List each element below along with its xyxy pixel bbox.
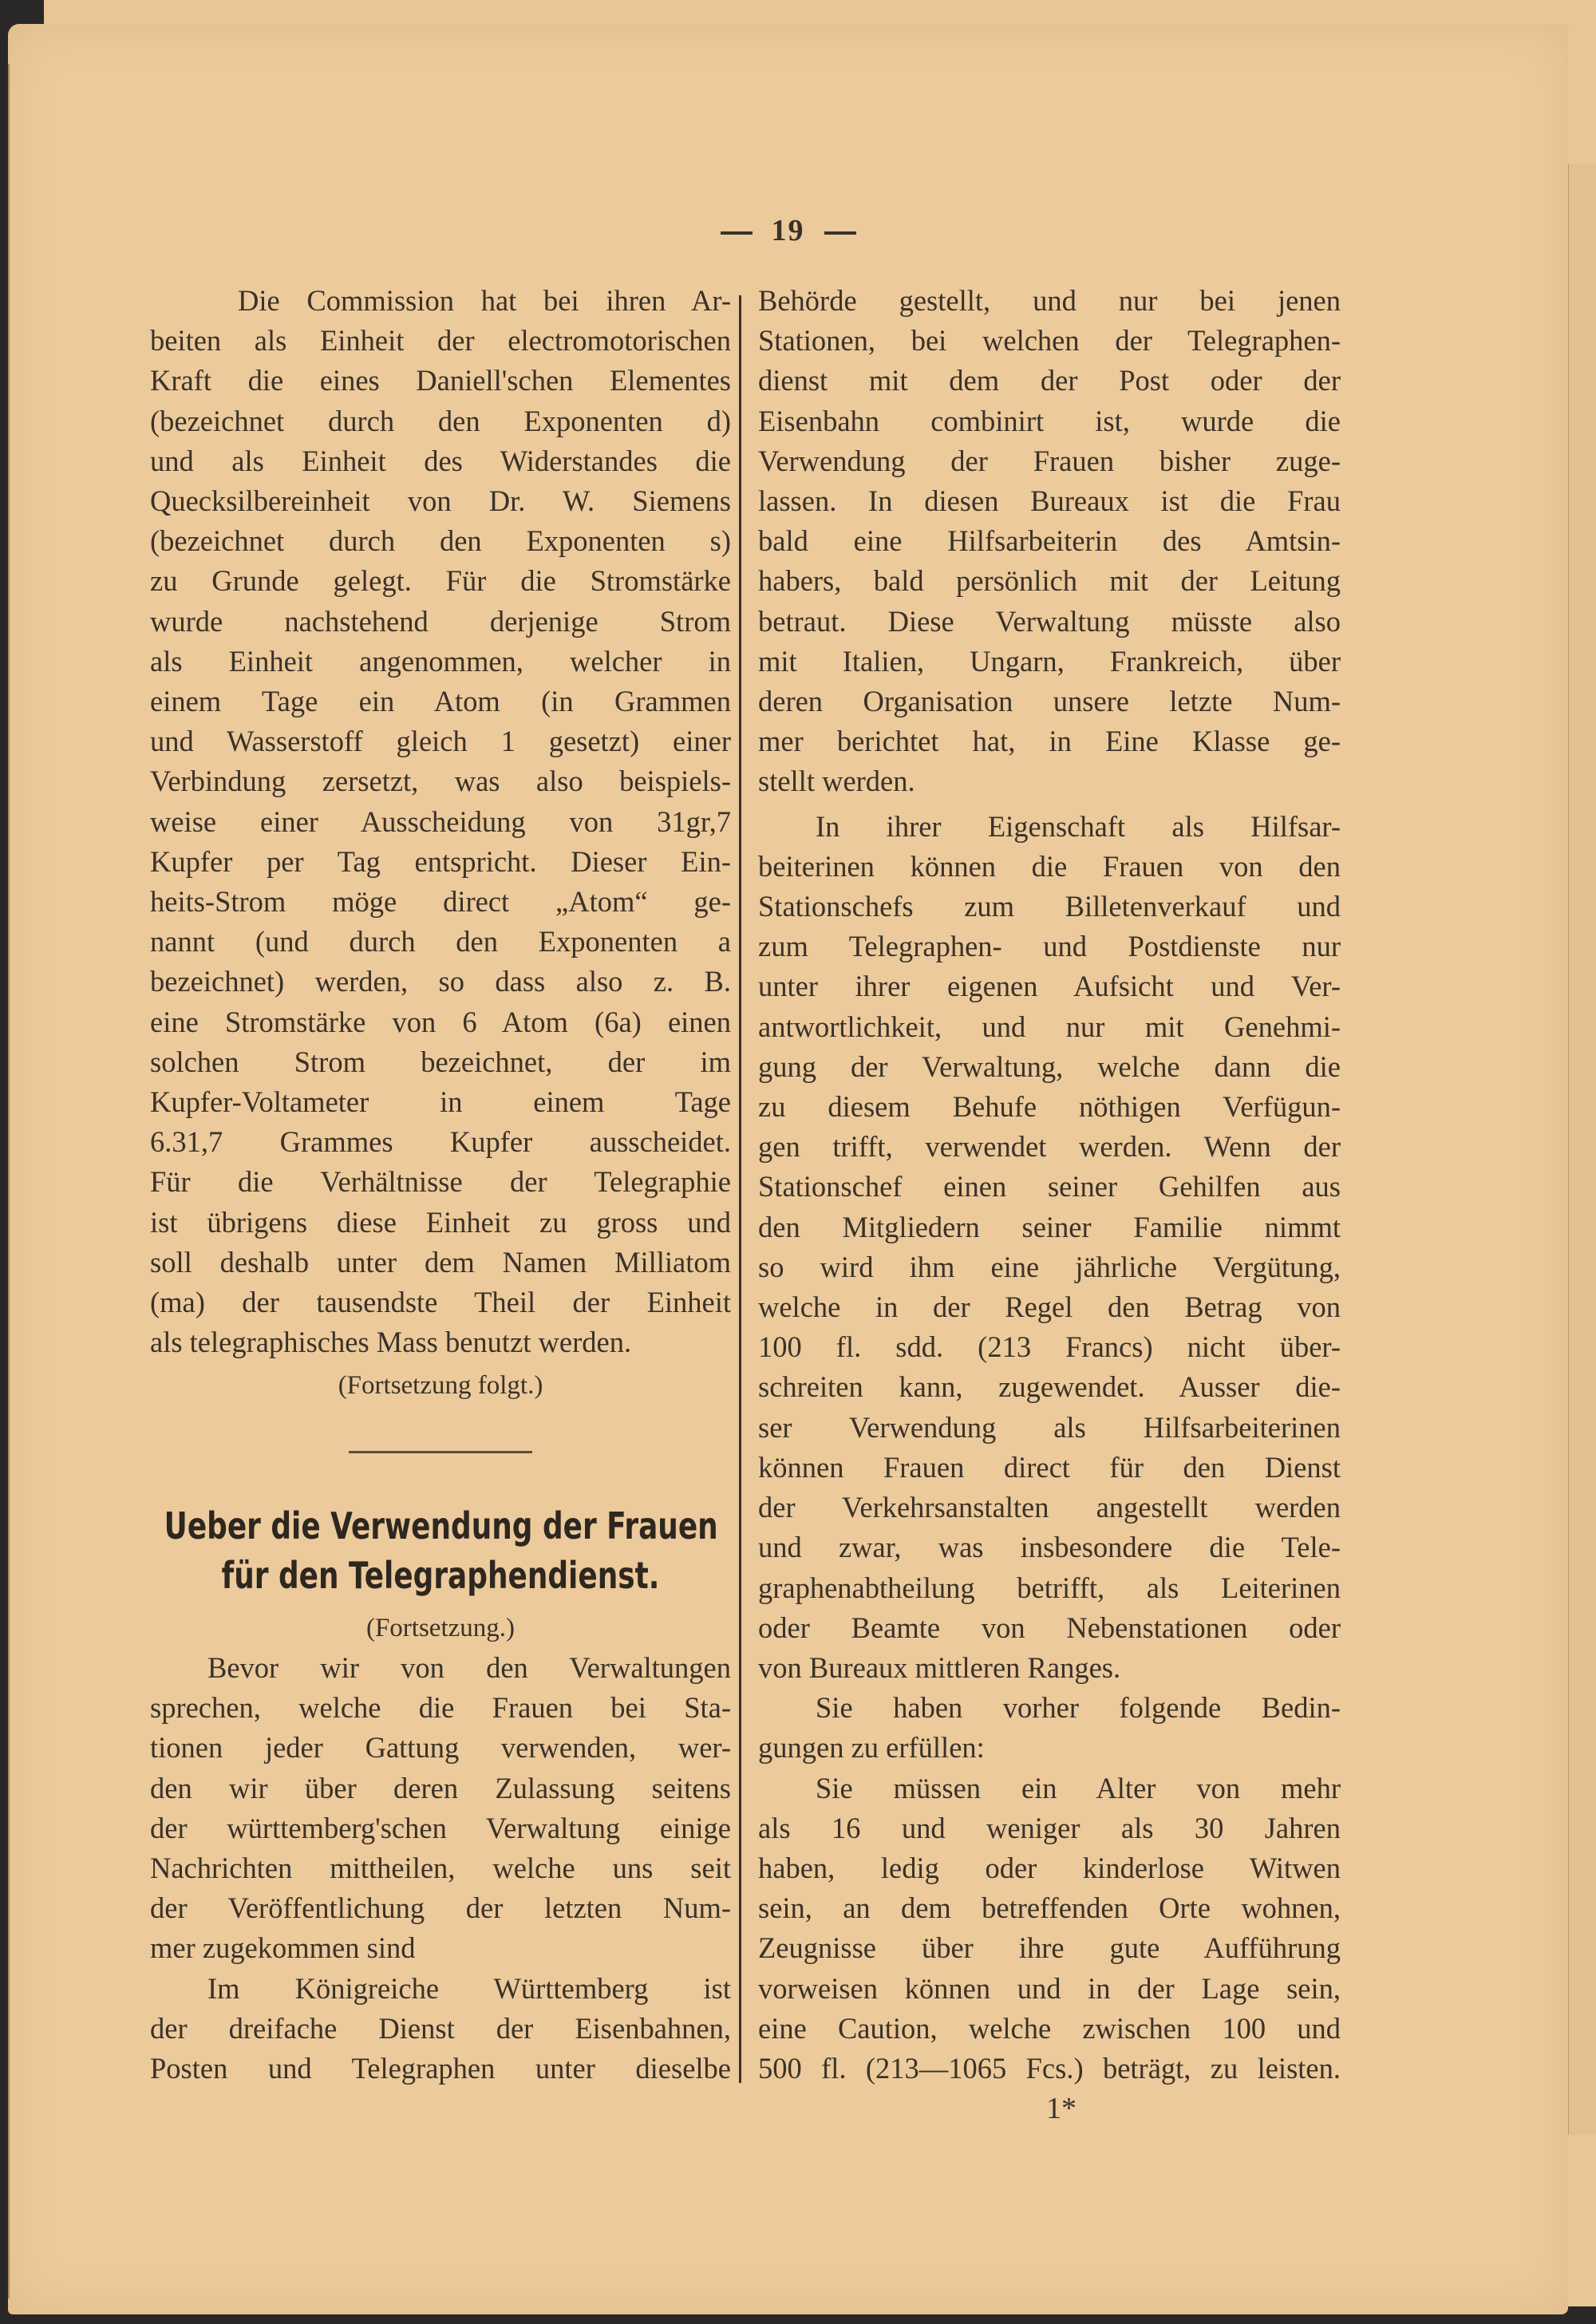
text-line: Behörde gestellt, und nur bei jenen [758, 284, 1341, 317]
article-title-line-1: Ueber die Verwendung der Frauen [164, 1504, 718, 1547]
text-line: schreiten kann, zugewendet. Ausser die- [758, 1370, 1341, 1404]
text-line: können Frauen direct für den Dienst [758, 1450, 1341, 1484]
continued-note: (Fortsetzung folgt.) [338, 1371, 543, 1401]
text-line: mer berichtet hat, in Eine Klasse ge- [758, 725, 1341, 758]
text-line: als 16 und weniger als 30 Jahren [758, 1811, 1341, 1844]
text-line: nannt (und durch den Exponenten a [150, 925, 731, 958]
section-divider [349, 1451, 532, 1453]
underlying-sheet-edge [1568, 164, 1596, 2135]
header-dash-left [721, 231, 753, 235]
text-line: ser Verwendung als Hilfsarbeiterinen [758, 1410, 1341, 1444]
text-line: Kupfer per Tag entspricht. Dieser Ein- [150, 844, 731, 878]
text-line: tionen jeder Gattung verwenden, wer- [150, 1731, 731, 1765]
text-line: gen trifft, verwendet werden. Wenn der [758, 1130, 1341, 1164]
left-column [150, 281, 731, 2089]
text-line: ist übrigens diese Einheit zu gross und [150, 1205, 731, 1239]
text-line: (ma) der tausendste Theil der Einheit [150, 1286, 731, 1319]
text-line: Stationschefs zum Billetenverkauf und [758, 890, 1341, 923]
text-line: Im Königreiche Württemberg ist [207, 1971, 731, 2005]
text-line: zum Telegraphen- und Postdienste nur [758, 930, 1341, 963]
text-line: gung der Verwaltung, welche dann die [758, 1049, 1341, 1083]
text-line: Eisenbahn combinirt ist, wurde die [758, 404, 1341, 437]
text-line: beiterinen können die Frauen von den [758, 849, 1341, 883]
text-line: Kupfer-Voltameter in einem Tage [150, 1085, 731, 1119]
text-line: heits-Strom möge direct „Atom“ ge- [150, 885, 731, 919]
text-line: mit Italien, Ungarn, Frankreich, über [758, 644, 1341, 678]
signature-mark: 1* [1046, 2092, 1077, 2126]
text-line: In ihrer Eigenschaft als Hilfsar- [816, 809, 1341, 843]
article-title-line-2: für den Telegraphendienst. [221, 1553, 660, 1597]
text-line: und als Einheit des Widerstandes die [150, 444, 731, 477]
article-subtitle: (Fortsetzung.) [365, 1613, 516, 1642]
text-line: lassen. In diesen Bureaux ist die Frau [758, 484, 1341, 518]
text-line: so wird ihm eine jährliche Vergütung, [758, 1250, 1341, 1283]
text-line: Sie haben vorher folgende Bedin- [816, 1691, 1341, 1725]
text-line: Verbindung zersetzt, was also beispiels- [150, 765, 731, 798]
text-line: Quecksilbereinheit von Dr. W. Siemens [150, 484, 731, 518]
text-line: Zeugnisse über ihre gute Aufführung [758, 1931, 1341, 1965]
text-line: vorweisen können und in der Lage sein, [758, 1971, 1341, 2005]
paragraph-bevor [150, 1648, 731, 1969]
text-line: antwortlichkeit, und nur mit Genehmi- [758, 1010, 1341, 1043]
text-line: deren Organisation unsere letzte Num- [758, 685, 1341, 718]
text-line: eine Stromstärke von 6 Atom (6a) einen [150, 1005, 731, 1038]
text-line: zu diesem Behufe nöthigen Verfügun- [758, 1090, 1341, 1124]
text-line: gungen zu erfüllen: [758, 1731, 985, 1765]
text-line: den Mitgliedern seiner Familie nimmt [758, 1210, 1341, 1243]
text-line: der Veröffentlichung der letzten Num- [150, 1891, 731, 1925]
text-line: Posten und Telegraphen unter dieselbe [150, 2051, 731, 2085]
text-line: oder Beamte von Nebenstationen oder [758, 1611, 1341, 1644]
text-line: eine Caution, welche zwischen 100 und [758, 2011, 1341, 2045]
text-line: Die Commission hat bei ihren Ar- [238, 284, 731, 317]
right-column [758, 281, 1341, 2128]
text-line: bald eine Hilfsarbeiterin des Amtsin- [758, 524, 1341, 558]
text-line: beiten als Einheit der electromotorischen [150, 324, 731, 358]
text-line: der dreifache Dienst der Eisenbahnen, [150, 2011, 731, 2045]
text-line: Nachrichten mittheilen, welche uns seit [150, 1851, 731, 1884]
text-line: dienst mit dem der Post oder der [758, 364, 1341, 397]
text-line: Bevor wir von den Verwaltungen [207, 1650, 731, 1684]
text-line: Sie müssen ein Alter von mehr [816, 1771, 1341, 1804]
text-line: unter ihrer eigenen Aufsicht und Ver- [758, 970, 1341, 1003]
paragraph-wuerttemberg [150, 1969, 731, 2089]
text-line: soll deshalb unter dem Namen Milliatom [150, 1245, 731, 1279]
text-line: betraut. Diese Verwaltung müsste also [758, 604, 1341, 638]
paragraph-alter [758, 1769, 1341, 2089]
text-line: mer zugekommen sind [150, 1931, 416, 1965]
text-line: (bezeichnet durch den Exponenten d) [150, 404, 731, 437]
text-line: bezeichnet) werden, so dass also z. B. [150, 965, 731, 998]
text-line: sein, an dem betreffenden Orte wohnen, [758, 1891, 1341, 1925]
text-line: (bezeichnet durch den Exponenten s) [150, 524, 731, 558]
text-line: Stationen, bei welchen der Telegraphen- [758, 324, 1341, 358]
text-line: solchen Strom bezeichnet, der im [150, 1045, 731, 1078]
text-line: zu Grunde gelegt. Für die Stromstärke [150, 564, 731, 598]
text-line: Kraft die eines Daniell'schen Elementes [150, 364, 731, 397]
text-line: den wir über deren Zulassung seitens [150, 1771, 731, 1804]
text-line: und Wasserstoff gleich 1 gesetzt) einer [150, 725, 731, 758]
article-title [164, 1501, 717, 1600]
text-line: als telegraphisches Mass benutzt werden. [150, 1326, 632, 1359]
text-line: haben, ledig oder kinderlose Witwen [758, 1851, 1341, 1884]
text-line: Stationschef einen seiner Gehilfen aus [758, 1170, 1341, 1204]
text-line: einem Tage ein Atom (in Grammen [150, 685, 731, 718]
text-line: der Verkehrsanstalten angestellt werden [758, 1491, 1341, 1524]
paragraph-eigenschaft [758, 807, 1341, 1688]
text-line: der württemberg'schen Verwaltung einige [150, 1811, 731, 1844]
text-line: Verwendung der Frauen bisher zuge- [758, 444, 1341, 477]
paragraph-commission [150, 281, 731, 1362]
page-header [8, 213, 1568, 248]
text-line: 500 fl. (213—1065 Fcs.) beträgt, zu leisten. [758, 2051, 1341, 2085]
document-page [8, 24, 1568, 2314]
text-line: und zwar, was insbesondere die Tele- [758, 1531, 1341, 1564]
page-number: 19 [771, 214, 805, 247]
header-dash-right [824, 231, 856, 235]
text-line: graphenabtheilung betrifft, als Leiterinen [758, 1571, 1341, 1604]
text-line: wurde nachstehend derjenige Strom [150, 604, 731, 638]
text-line: 100 fl. sdd. (213 Francs) nicht über- [758, 1330, 1341, 1364]
column-divider [739, 295, 741, 2083]
text-line: sprechen, welche die Frauen bei Sta- [150, 1691, 731, 1725]
text-line: stellt werden. [758, 765, 915, 798]
text-line: habers, bald persönlich mit der Leitung [758, 564, 1341, 598]
text-line: von Bureaux mittleren Ranges. [758, 1650, 1121, 1684]
text-line: als Einheit angenommen, welcher in [150, 644, 731, 678]
paragraph-behoerde [758, 281, 1341, 802]
text-line: Für die Verhältnisse der Telegraphie [150, 1165, 731, 1199]
paragraph-bedingungen [758, 1688, 1341, 1768]
text-line: 6.31,7 Grammes Kupfer ausscheidet. [150, 1125, 731, 1159]
text-line: welche in der Regel den Betrag von [758, 1290, 1341, 1324]
text-line: weise einer Ausscheidung von 31gr,7 [150, 804, 731, 838]
